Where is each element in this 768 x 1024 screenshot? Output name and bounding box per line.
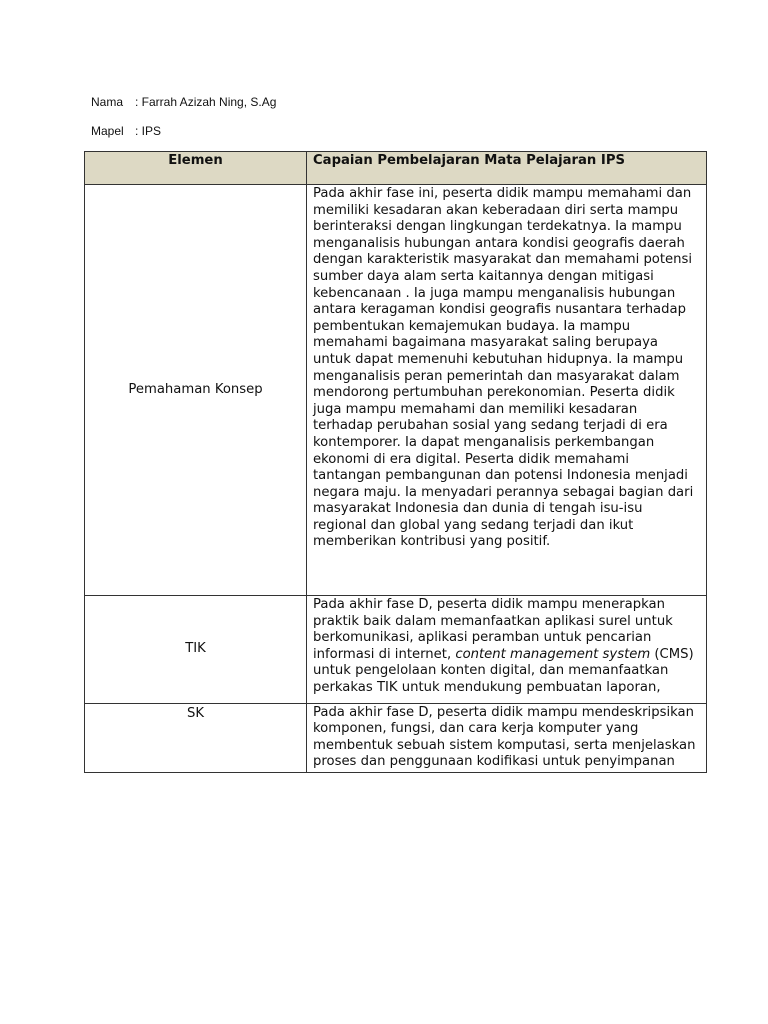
capaian-paragraph — [313, 647, 698, 664]
mapel-line — [91, 124, 161, 138]
capaian-paragraph: perkakas TIK untuk mendukung pembuatan laporan, — [313, 679, 661, 695]
capaian-paragraph: berkomunikasi, aplikasi peramban untuk pencarian — [313, 630, 652, 646]
capaian-paragraph: proses dan penggunaan kodifikasi untuk penyimpanan — [313, 754, 675, 770]
table-row — [85, 596, 707, 704]
capaian-paragraph: untuk pengelolaan konten digital, dan memanfaatkan — [313, 663, 669, 679]
elemen-cell: TIK — [85, 596, 307, 704]
capaian-paragraph: komponen, fungsi, dan cara kerja komputer yang — [313, 721, 639, 737]
nama-label: Nama — [91, 95, 124, 109]
header-elemen: Elemen — [85, 152, 307, 185]
nama-line — [91, 95, 276, 109]
table-row — [85, 185, 707, 596]
nama-value: : Farrah Azizah Ning, S.Ag — [135, 95, 277, 109]
capaian-cell — [307, 596, 707, 704]
table-header-row — [85, 152, 707, 185]
capaian-text-suffix: (CMS) — [650, 646, 694, 662]
capaian-paragraph: membentuk sebuah sistem komputasi, serta menjelaskan — [313, 737, 696, 753]
capaian-cell — [307, 185, 707, 596]
capaian-paragraph: praktik baik dalam memanfaatkan aplikasi surel untuk — [313, 613, 673, 629]
elemen-cell: SK — [85, 703, 307, 772]
mapel-value: : IPS — [135, 124, 162, 138]
table-row — [85, 703, 707, 772]
capaian-text-italic: content management system — [455, 646, 651, 662]
capaian-text-prefix: informasi di internet, — [313, 646, 456, 662]
capaian-text: Pada akhir fase ini, peserta didik mampu memahami dan memiliki kesadaran akan keberadaan diri serta mampu berinteraksi dengan lingkungan terdekatnya. Ia mampu menganalisis hubungan antara kondisi geografis daerah dengan karakteristik masyarakat dan memahami potensi sumber daya alam serta kaitannya dengan mitigasi kebencanaan . Ia juga mampu menganalisis hubungan antara keragaman kondisi geografis nusantara terhadap pembentukan kemajemukan budaya. Ia mampu memahami bagaimana masyarakat saling berupaya untuk dapat memenuhi kebutuhan hidupnya. Ia mampu menganalisis peran pemerintah dan masyarakat dalam mendorong pertumbuhan perekonomian. Peserta didik juga mampu memahami dan memiliki kesadaran terhadap perubahan sosial yang sedang terjadi di era kontemporer. Ia dapat menganalisis perkembangan ekonomi di era digital. Peserta didik memahami tantangan pembangunan dan potensi Indonesia menjadi negara maju. Ia menyadari perannya sebagai bagian dari masyarakat Indonesia dan dunia di tengah isu-isu regional dan global yang sedang terjadi dan ikut memberikan kontribusi yang positif. — [313, 186, 694, 550]
capaian-cell — [307, 703, 707, 772]
capaian-paragraph: Pada akhir fase D, peserta didik mampu mendeskripsikan — [313, 704, 694, 720]
header-capaian: Capaian Pembelajaran Mata Pelajaran IPS — [307, 152, 707, 185]
capaian-paragraph: Pada akhir fase D, peserta didik mampu menerapkan — [313, 597, 665, 612]
elemen-cell: Pemahaman Konsep — [85, 185, 307, 596]
capaian-table — [84, 151, 707, 773]
mapel-label: Mapel — [91, 124, 124, 138]
